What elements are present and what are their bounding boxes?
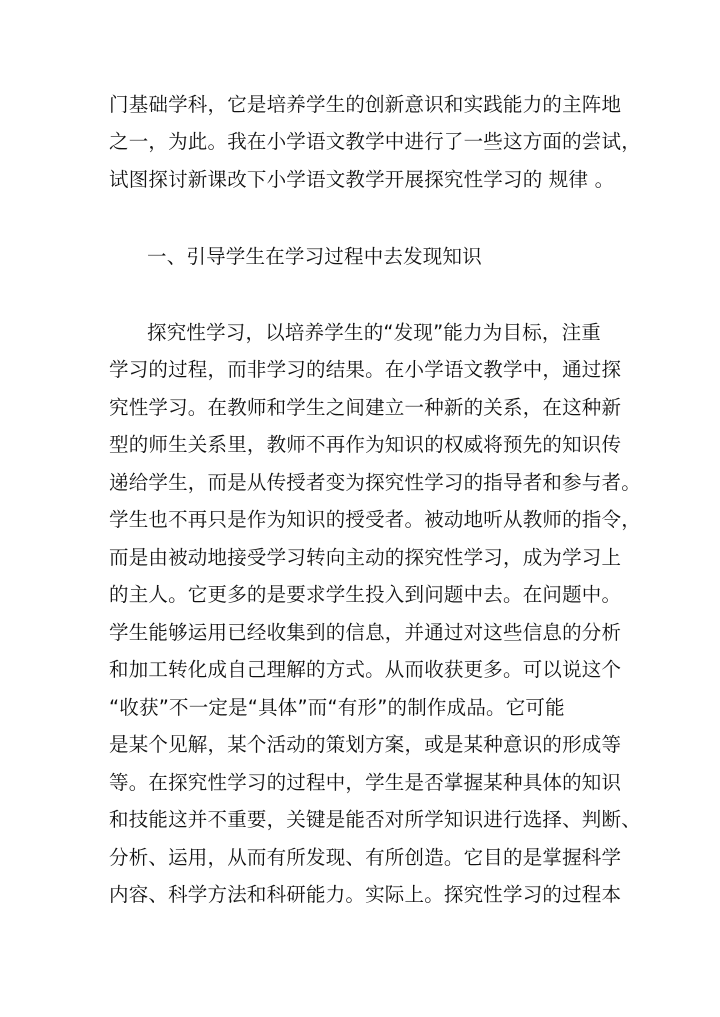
section-heading: 一、引导学生在学习过程中去发现知识	[147, 245, 482, 268]
intro-line-2: 之一，为此。我在小学语文教学中进行了一些这方面的尝试，	[109, 130, 641, 153]
body-line-1: 探究性学习，以培养学生的“发现”能力为目标，注重	[147, 321, 602, 344]
body-line-5: 递给学生，而是从传授者变为探究性学习的指导者和参与者。	[109, 471, 641, 494]
body-line-14: 和技能这并不重要，关键是能否对所学知识进行选择、判断、	[109, 808, 641, 831]
body-line-11: “收获”不一定是“具体”而“有形”的制作成品。它可能	[109, 696, 565, 719]
body-line-8: 的主人。它更多的是要求学生投入到问题中去。在问题中。	[109, 583, 622, 606]
body-line-10: 和加工转化成自己理解的方式。从而收获更多。可以说这个	[109, 658, 622, 681]
body-line-12: 是某个见解，某个活动的策划方案，或是某种意识的形成等	[109, 733, 622, 756]
intro-line-1: 门基础学科，它是培养学生的创新意识和实践能力的主阵地	[109, 93, 622, 116]
body-line-15: 分析、运用，从而有所发现、有所创造。它目的是掌握科学	[109, 846, 622, 869]
body-line-13: 等。在探究性学习的过程中，学生是否掌握某种具体的知识	[109, 771, 622, 794]
body-line-4: 型的师生关系里，教师不再作为知识的权威将预先的知识传	[109, 433, 622, 456]
intro-line-3: 试图探讨新课改下小学语文教学开展探究性学习的 规律 。	[109, 168, 615, 191]
body-line-2: 学习的过程，而非学习的结果。在小学语文教学中，通过探	[109, 358, 622, 381]
body-line-3: 究性学习。在教师和学生之间建立一种新的关系，在这种新	[109, 396, 622, 419]
body-line-6: 学生也不再只是作为知识的授受者。被动地听从教师的指令，	[109, 508, 641, 531]
body-line-16: 内容、科学方法和科研能力。实际上。探究性学习的过程本	[109, 883, 622, 906]
body-line-7: 而是由被动地接受学习转向主动的探究性学习，成为学习上	[109, 546, 622, 569]
body-line-9: 学生能够运用已经收集到的信息，并通过对这些信息的分析	[109, 621, 622, 644]
